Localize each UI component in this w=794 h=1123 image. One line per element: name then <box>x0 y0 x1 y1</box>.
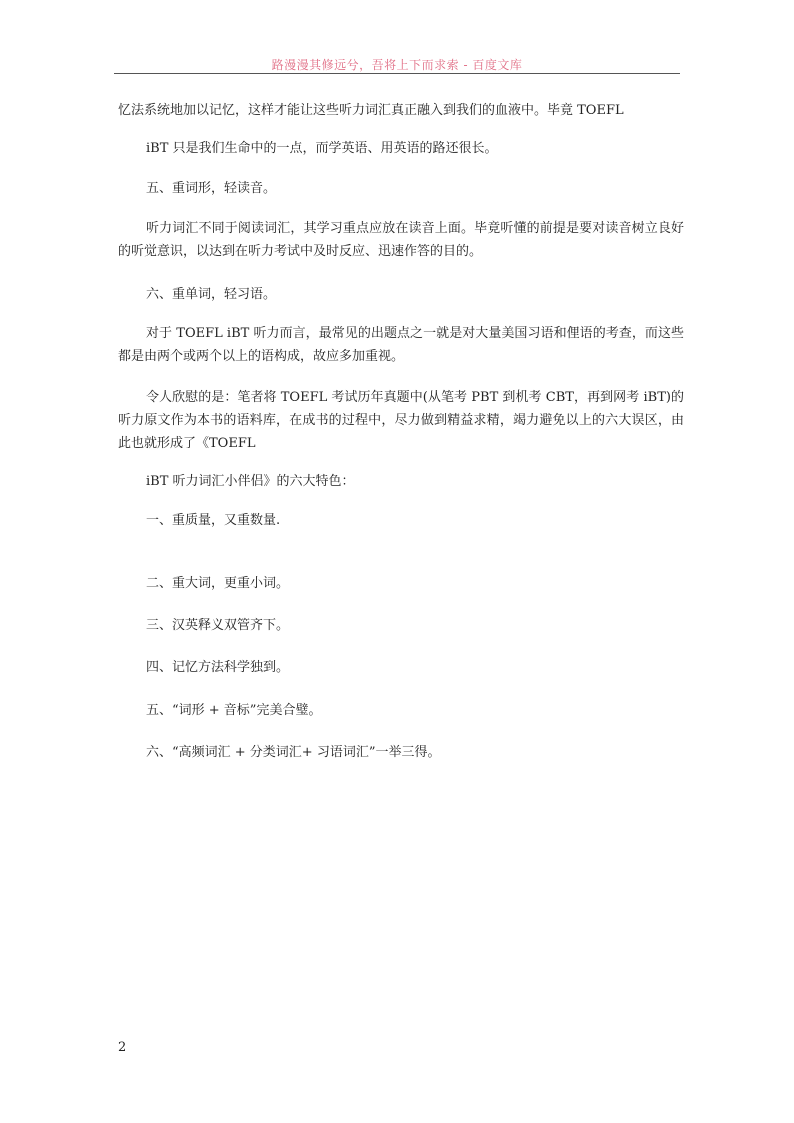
feature-item: 四、记忆方法科学独到。 <box>146 660 290 675</box>
paragraph: 忆法系统地加以记忆，这样才能让这些听力词汇真正融入到我们的血液中。毕竟 TOEFL <box>118 103 624 118</box>
paragraph: 令人欣慰的是：笔者将 TOEFL 考试历年真题中(从笔考 PBT 到机考 CBT，再到网考 iBT)的听力原文作为本书的语料库，在成书的过程中，尽力做到精益求精，竭力避免以上的六大误区，由此也就形成了《TOEFL <box>118 390 684 451</box>
page-number: 2 <box>118 1040 127 1055</box>
header-divider <box>114 73 680 74</box>
feature-item: 二、重大词，更重小词。 <box>146 576 290 591</box>
paragraph: iBT 只是我们生命中的一点，而学英语、用英语的路还很长。 <box>146 141 498 156</box>
feature-item: 三、汉英释义双管齐下。 <box>146 618 290 633</box>
paragraph: iBT 听力词汇小伴侣》的六大特色： <box>146 474 355 489</box>
page-header: 路漫漫其修远兮，吾将上下而求索 - 百度文库 <box>271 58 523 72</box>
section-heading: 五、重词形，轻读音。 <box>146 181 277 196</box>
section-heading: 六、重单词，轻习语。 <box>146 287 277 302</box>
feature-item: 五、“词形 + 音标”完美合璧。 <box>146 703 322 718</box>
paragraph: 对于 TOEFL iBT 听力而言，最常见的出题点之一就是对大量美国习语和俚语的考查，而这些都是由两个或两个以上的语构成，故应多加重视。 <box>118 326 684 364</box>
feature-item: 六、“高频词汇 + 分类词汇+ 习语词汇”一举三得。 <box>146 745 441 760</box>
feature-item: 一、重质量，又重数量. <box>146 513 281 528</box>
paragraph: 听力词汇不同于阅读词汇，其学习重点应放在读音上面。毕竟听懂的前提是要对读音树立良好的听觉意识，以达到在听力考试中及时反应、迅速作答的目的。 <box>118 221 684 259</box>
